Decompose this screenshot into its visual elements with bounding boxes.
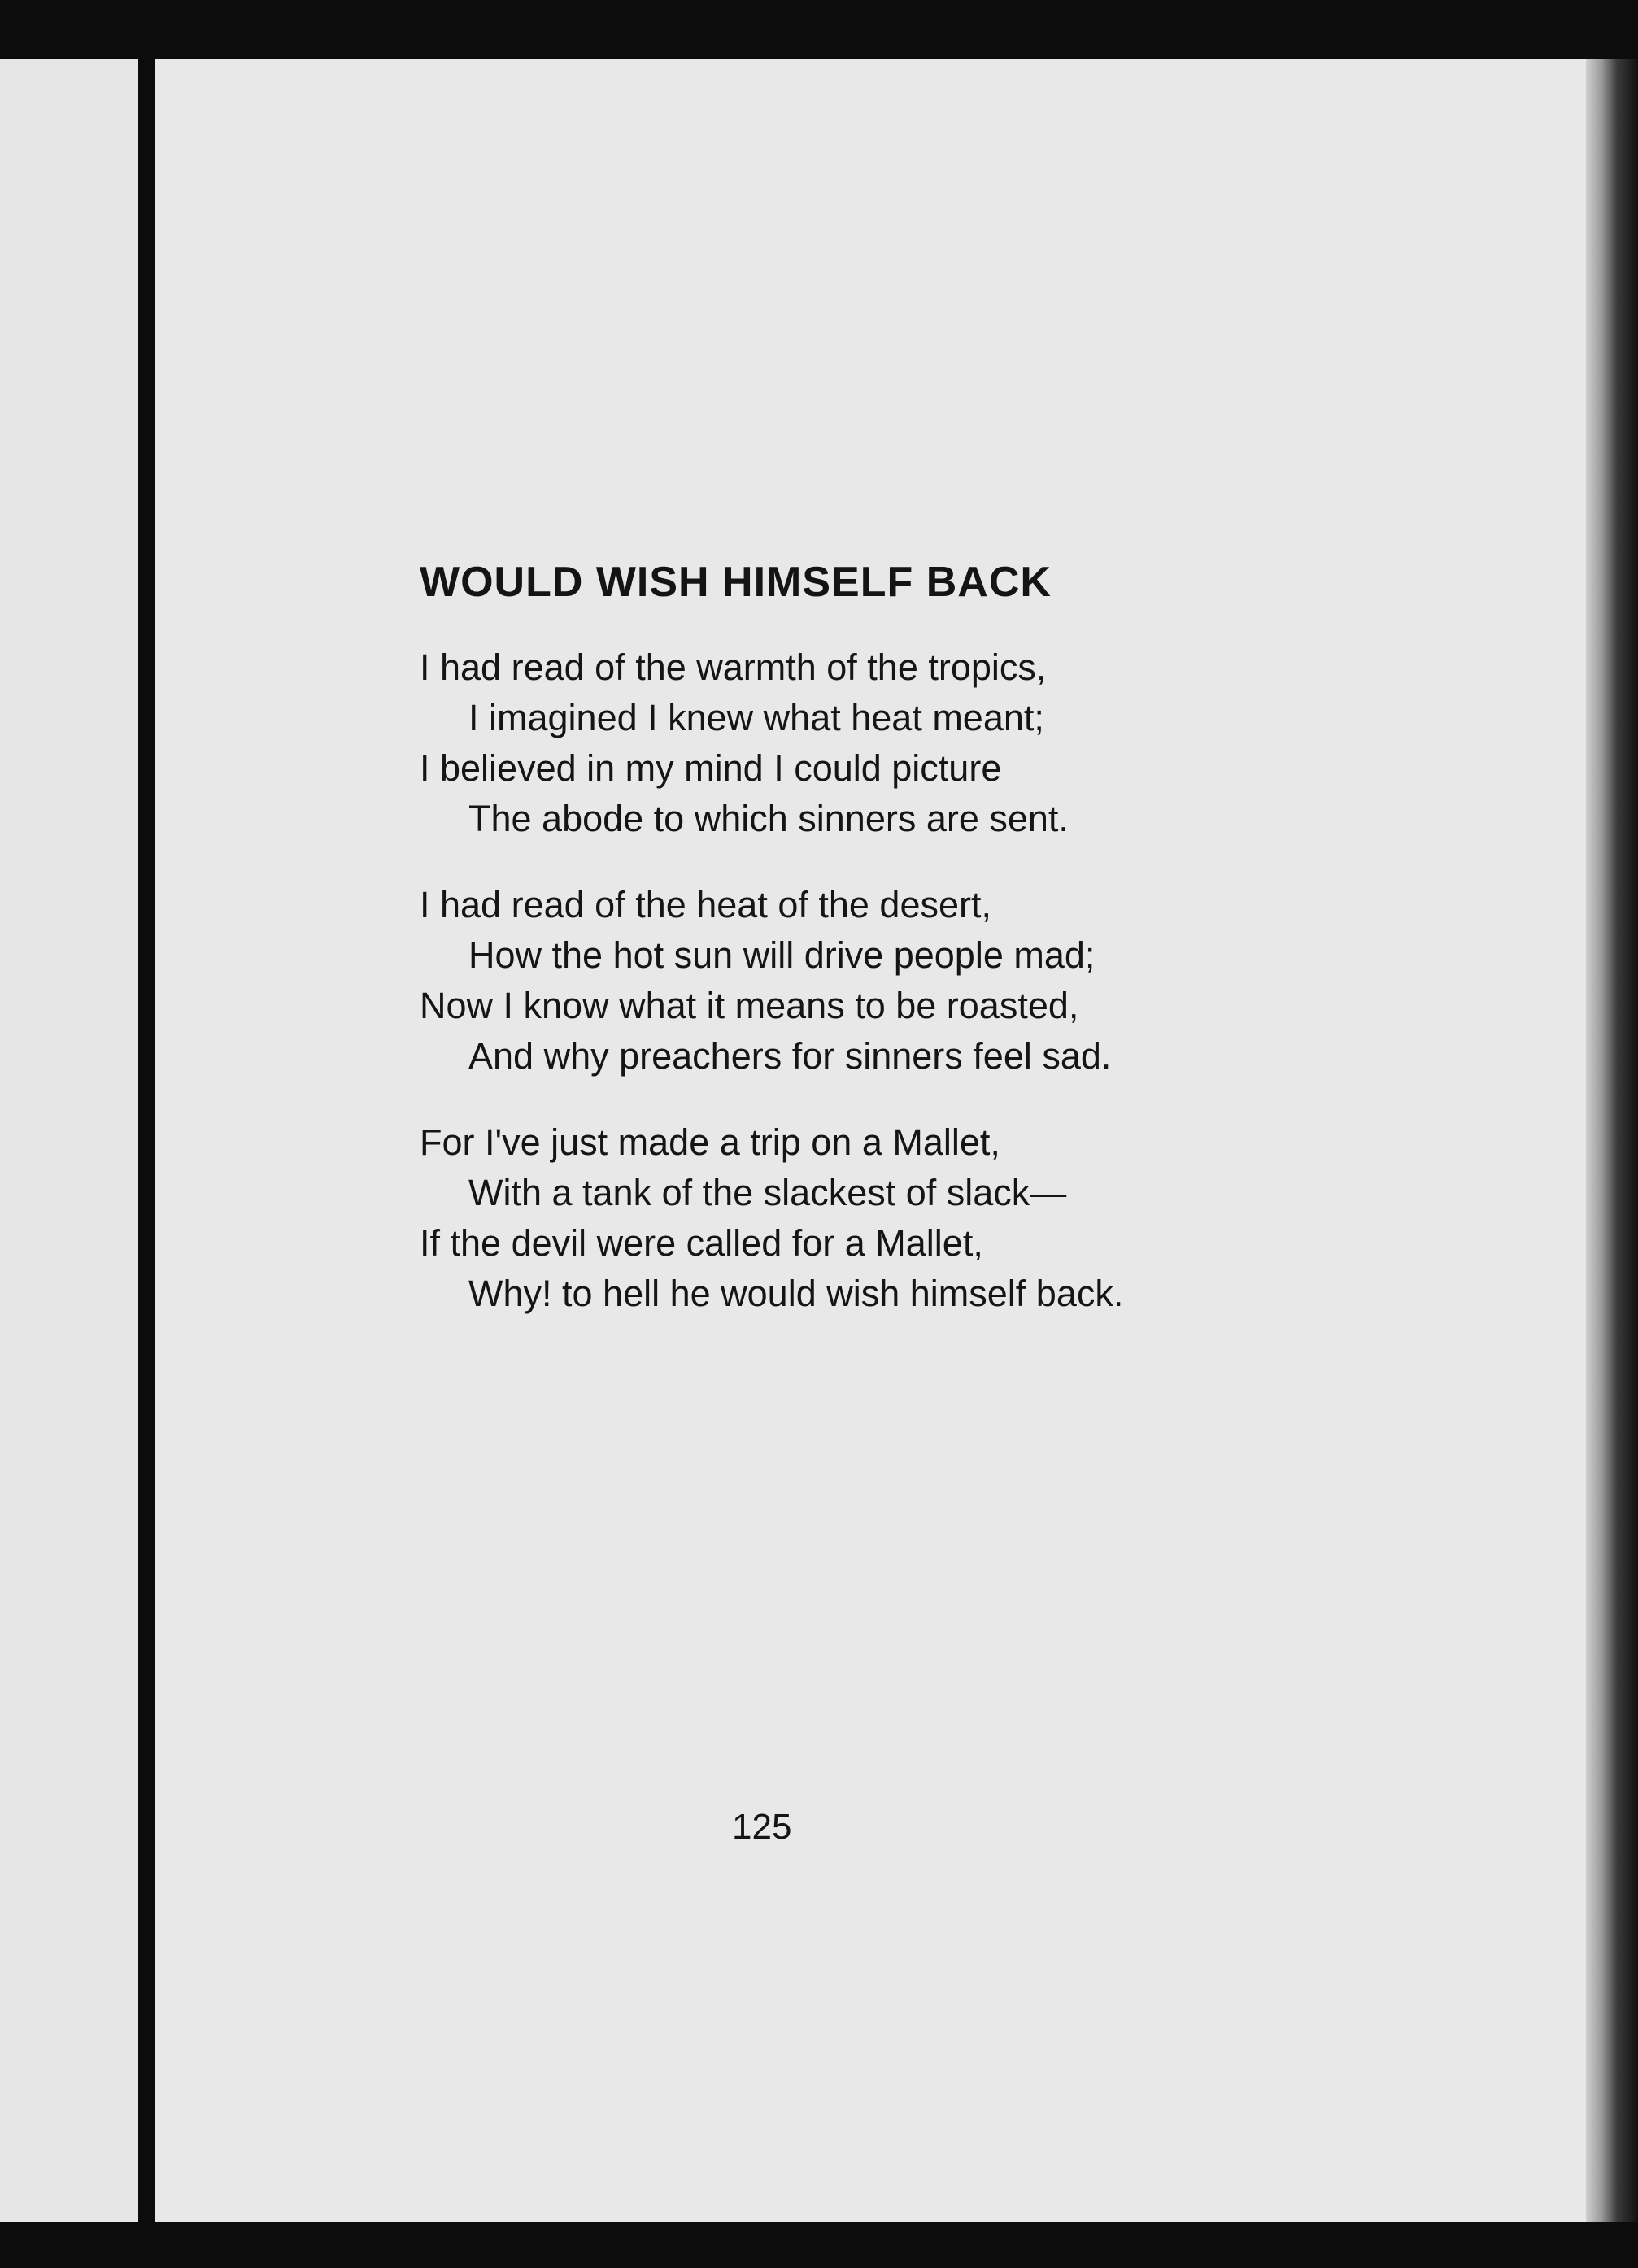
poem-line: I believed in my mind I could picture xyxy=(420,747,1002,789)
poem-line: How the hot sun will drive people mad; xyxy=(468,934,1096,976)
poem-line: The abode to which sinners are sent. xyxy=(468,798,1069,839)
poem-line: I had read of the warmth of the tropics, xyxy=(420,646,1047,688)
poem-line: And why preachers for sinners feel sad. xyxy=(468,1035,1112,1077)
stanza-1 xyxy=(420,642,1069,844)
poem-line: I had read of the heat of the desert, xyxy=(420,884,991,925)
poem-line: Why! to hell he would wish himself back. xyxy=(468,1273,1124,1314)
page-right-edge xyxy=(1586,59,1638,2222)
poem-line: With a tank of the slackest of slack— xyxy=(468,1172,1067,1213)
stanza-2 xyxy=(420,880,1111,1082)
poem-line: If the devil were called for a Mallet, xyxy=(420,1222,983,1264)
poem-line: For I've just made a trip on a Mallet, xyxy=(420,1121,1000,1163)
page-number: 125 xyxy=(732,1807,792,1847)
stanza-3 xyxy=(420,1117,1123,1319)
poem-line: I imagined I knew what heat meant; xyxy=(468,697,1044,738)
poem-line: Now I know what it means to be roasted, xyxy=(420,985,1079,1026)
previous-page-edge xyxy=(0,59,138,2222)
scan-bottom-border xyxy=(0,2222,1638,2268)
poem-title: WOULD WISH HIMSELF BACK xyxy=(420,559,1052,606)
